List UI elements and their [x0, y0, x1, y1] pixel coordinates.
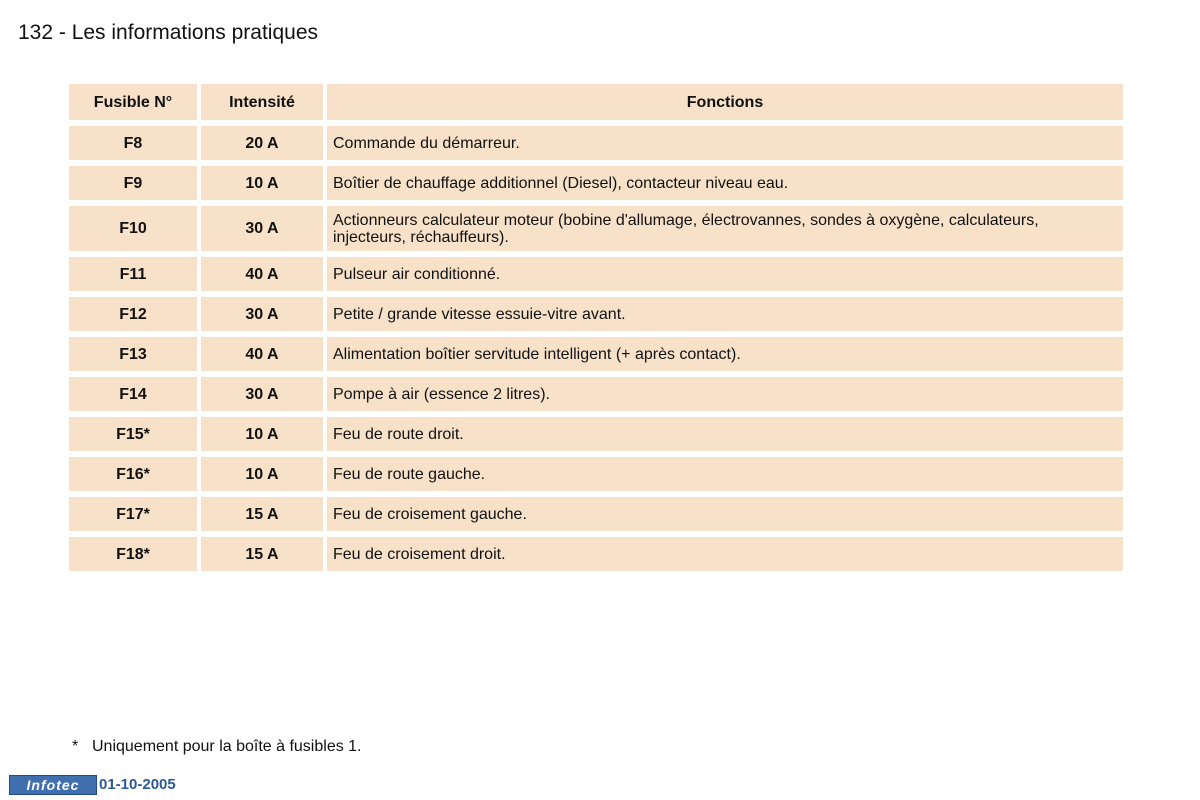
footnote-marker: *	[72, 738, 79, 755]
fuse-number: F8	[69, 126, 197, 160]
fuse-number: F12	[69, 297, 197, 331]
fuse-function: Feu de croisement droit.	[327, 537, 1123, 571]
fuse-number: F13	[69, 337, 197, 371]
fuse-function: Feu de route droit.	[327, 417, 1123, 451]
table-row	[69, 417, 1123, 451]
fuse-amperage: 15 A	[201, 497, 323, 531]
fuse-amperage: 30 A	[201, 206, 323, 251]
fuse-number: F18*	[69, 537, 197, 571]
column-header-amperage: Intensité	[201, 84, 323, 120]
table-body	[69, 126, 1123, 571]
fuse-function: Pulseur air conditionné.	[327, 257, 1123, 291]
footer-brand	[9, 775, 176, 795]
table-row	[69, 377, 1123, 411]
fuse-function: Boîtier de chauffage additionnel (Diesel), contacteur niveau eau.	[327, 166, 1123, 200]
fuse-number: F10	[69, 206, 197, 251]
table-header-row	[69, 84, 1123, 120]
fuse-number: F17*	[69, 497, 197, 531]
fuse-function: Petite / grande vitesse essuie-vitre avant.	[327, 297, 1123, 331]
infotec-logo: Infotec	[9, 775, 97, 795]
page-title: 132 - Les informations pratiques	[18, 21, 318, 44]
table-row	[69, 297, 1123, 331]
fuse-function: Pompe à air (essence 2 litres).	[327, 377, 1123, 411]
fuse-function: Feu de route gauche.	[327, 457, 1123, 491]
table-row	[69, 126, 1123, 160]
fuse-number: F9	[69, 166, 197, 200]
fuse-function: Commande du démarreur.	[327, 126, 1123, 160]
publication-date: 01-10-2005	[99, 776, 176, 793]
table-row	[69, 337, 1123, 371]
fuse-amperage: 10 A	[201, 457, 323, 491]
table-row	[69, 537, 1123, 571]
fuse-amperage: 40 A	[201, 337, 323, 371]
table-row	[69, 497, 1123, 531]
fuse-amperage: 10 A	[201, 166, 323, 200]
footnote	[72, 737, 362, 757]
fuse-number: F16*	[69, 457, 197, 491]
table-row	[69, 206, 1123, 251]
fuse-number: F14	[69, 377, 197, 411]
fuse-amperage: 30 A	[201, 297, 323, 331]
fuse-table	[65, 78, 1127, 577]
fuse-amperage: 10 A	[201, 417, 323, 451]
fuse-function: Alimentation boîtier servitude intelligent (+ après contact).	[327, 337, 1123, 371]
fuse-number: F15*	[69, 417, 197, 451]
table-row	[69, 166, 1123, 200]
fuse-amperage: 15 A	[201, 537, 323, 571]
fuse-amperage: 30 A	[201, 377, 323, 411]
fuse-amperage: 20 A	[201, 126, 323, 160]
fuse-amperage: 40 A	[201, 257, 323, 291]
fuse-function: Feu de croisement gauche.	[327, 497, 1123, 531]
column-header-fuse: Fusible N°	[69, 84, 197, 120]
fuse-function: Actionneurs calculateur moteur (bobine d'allumage, électrovannes, sondes à oxygène, calculateurs, injecteurs, réchauffeurs).	[327, 206, 1123, 251]
column-header-functions: Fonctions	[327, 84, 1123, 120]
table-row	[69, 257, 1123, 291]
footnote-text: Uniquement pour la boîte à fusibles 1.	[92, 738, 362, 755]
table-row	[69, 457, 1123, 491]
fuse-number: F11	[69, 257, 197, 291]
